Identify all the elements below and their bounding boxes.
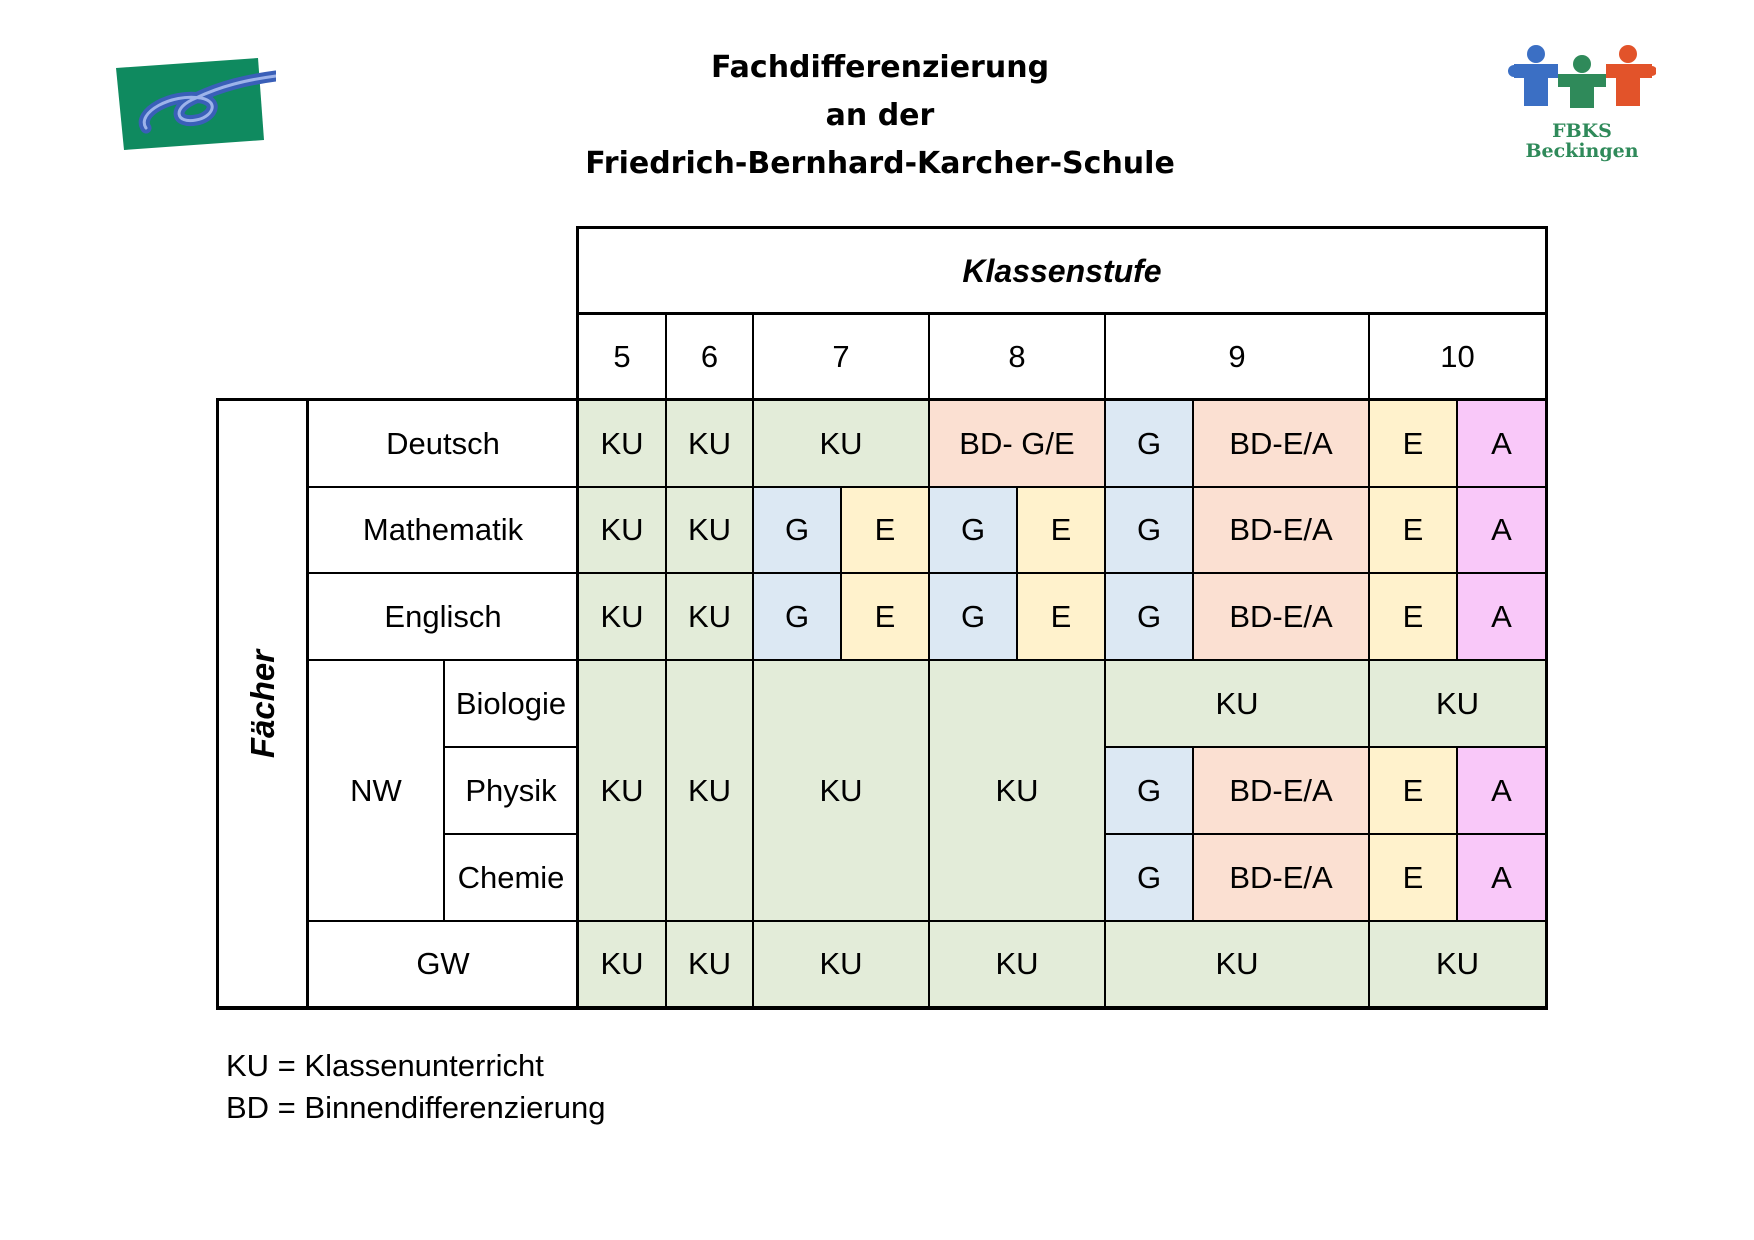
puzzle-people-icon: [1508, 44, 1656, 116]
faecher-label-cell: [218, 400, 308, 1007]
subject-englisch: Englisch: [308, 573, 578, 660]
englisch-grade-8-e: E: [1017, 573, 1105, 660]
deutsch-grade-10-a: A: [1457, 400, 1546, 487]
gw-grade-7: KU: [753, 921, 929, 1007]
mathematik-grade-10-a: A: [1457, 487, 1546, 573]
mathematik-grade-8-g: G: [929, 487, 1017, 573]
nw-grade-6: KU: [666, 660, 753, 921]
englisch-grade-7-g: G: [753, 573, 841, 660]
fbks-logo-line2: Beckingen: [1525, 140, 1639, 162]
gw-grade-9: KU: [1105, 921, 1369, 1007]
englisch-grade-10-e: E: [1369, 573, 1457, 660]
fbks-logo: [1508, 44, 1656, 164]
mathematik-grade-9-bd: BD-E/A: [1193, 487, 1369, 573]
mathematik-grade-10-e: E: [1369, 487, 1457, 573]
school-district-logo: [116, 58, 276, 154]
mathematik-grade-5: KU: [578, 487, 666, 573]
chemie-grade-10-a: A: [1457, 834, 1546, 921]
chemie-grade-9-g: G: [1105, 834, 1193, 921]
deutsch-grade-5: KU: [578, 400, 666, 487]
nw-grade-5: KU: [578, 660, 666, 921]
grade-header-6: 6: [666, 314, 753, 400]
subject-gw: GW: [308, 921, 578, 1007]
grade-header-9: 9: [1105, 314, 1369, 400]
klassenstufe-header: Klassenstufe: [578, 228, 1546, 314]
physik-grade-10-e: E: [1369, 747, 1457, 834]
deutsch-grade-10-e: E: [1369, 400, 1457, 487]
title-line-2: an der: [825, 98, 935, 133]
subject-physik: Physik: [444, 747, 578, 834]
subject-nw: NW: [308, 660, 444, 921]
faecher-label: Fächer: [244, 649, 281, 758]
englisch-grade-10-a: A: [1457, 573, 1546, 660]
gw-grade-8: KU: [929, 921, 1105, 1007]
gw-grade-10: KU: [1369, 921, 1546, 1007]
chemie-grade-10-e: E: [1369, 834, 1457, 921]
physik-grade-9-bd: BD-E/A: [1193, 747, 1369, 834]
nw-grade-8: KU: [929, 660, 1105, 921]
englisch-grade-8-g: G: [929, 573, 1017, 660]
subject-chemie: Chemie: [444, 834, 578, 921]
subject-deutsch: Deutsch: [308, 400, 578, 487]
deutsch-grade-8: BD- G/E: [929, 400, 1105, 487]
subject-biologie: Biologie: [444, 660, 578, 747]
grade-header-8: 8: [929, 314, 1105, 400]
deutsch-grade-9-bd: BD-E/A: [1193, 400, 1369, 487]
mathematik-grade-8-e: E: [1017, 487, 1105, 573]
englisch-grade-7-e: E: [841, 573, 929, 660]
title-line-1: Fachdifferenzierung: [710, 50, 1050, 85]
nw-grade-7: KU: [753, 660, 929, 921]
physik-grade-9-g: G: [1105, 747, 1193, 834]
biologie-grade-9: KU: [1105, 660, 1369, 747]
deutsch-grade-7: KU: [753, 400, 929, 487]
subject-mathematik: Mathematik: [308, 487, 578, 573]
legend-bd: BD = Binnendifferenzierung: [226, 1090, 606, 1125]
biologie-grade-10: KU: [1369, 660, 1546, 747]
mathematik-grade-7-e: E: [841, 487, 929, 573]
mathematik-grade-9-g: G: [1105, 487, 1193, 573]
fbks-logo-line1: FBKS: [1552, 120, 1612, 142]
mathematik-grade-6: KU: [666, 487, 753, 573]
chemie-grade-9-bd: BD-E/A: [1193, 834, 1369, 921]
physik-grade-10-a: A: [1457, 747, 1546, 834]
englisch-grade-9-bd: BD-E/A: [1193, 573, 1369, 660]
legend-ku: KU = Klassenunterricht: [226, 1048, 544, 1083]
title-line-3: Friedrich-Bernhard-Karcher-Schule: [585, 146, 1175, 181]
grade-header-5: 5: [578, 314, 666, 400]
deutsch-grade-9-g: G: [1105, 400, 1193, 487]
grade-header-10: 10: [1369, 314, 1546, 400]
englisch-grade-5: KU: [578, 573, 666, 660]
englisch-grade-9-g: G: [1105, 573, 1193, 660]
englisch-grade-6: KU: [666, 573, 753, 660]
grade-header-7: 7: [753, 314, 929, 400]
gw-grade-6: KU: [666, 921, 753, 1007]
mathematik-grade-7-g: G: [753, 487, 841, 573]
gw-grade-5: KU: [578, 921, 666, 1007]
deutsch-grade-6: KU: [666, 400, 753, 487]
